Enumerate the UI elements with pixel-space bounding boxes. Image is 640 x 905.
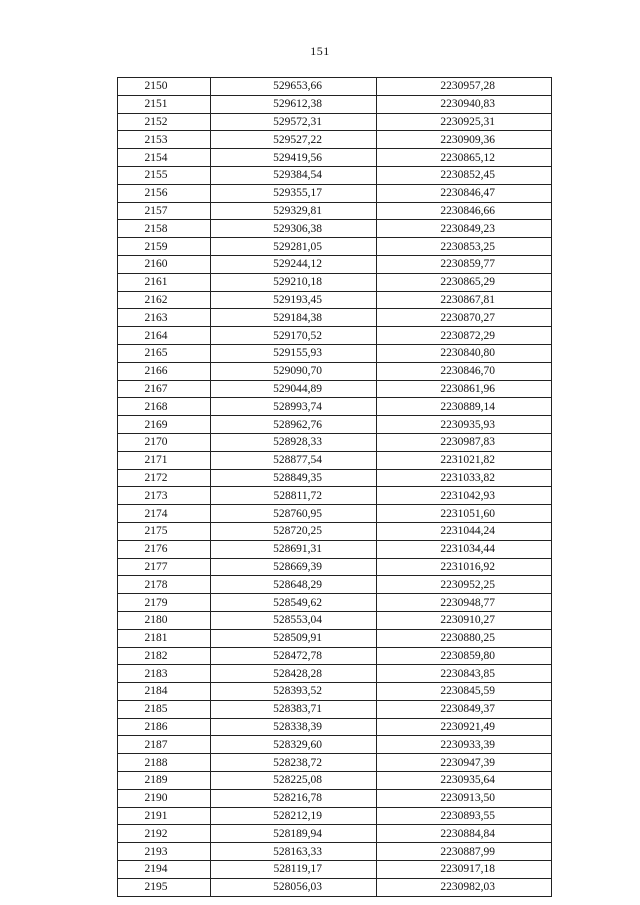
y-coordinate-cell: 2231044,24 xyxy=(377,522,552,540)
x-coordinate-cell: 528428,28 xyxy=(211,665,377,683)
point-number-cell: 2187 xyxy=(118,736,211,754)
x-coordinate-cell: 529281,05 xyxy=(211,238,377,256)
table-row xyxy=(118,202,552,220)
y-coordinate-cell: 2230846,66 xyxy=(377,202,552,220)
table-row xyxy=(118,878,552,896)
y-coordinate-cell: 2230910,27 xyxy=(377,611,552,629)
point-number-cell: 2166 xyxy=(118,362,211,380)
point-number-cell: 2163 xyxy=(118,309,211,327)
table-row xyxy=(118,700,552,718)
x-coordinate-cell: 528691,31 xyxy=(211,540,377,558)
y-coordinate-cell: 2231016,92 xyxy=(377,558,552,576)
point-number-cell: 2174 xyxy=(118,505,211,523)
x-coordinate-cell: 528993,74 xyxy=(211,398,377,416)
table-row xyxy=(118,451,552,469)
x-coordinate-cell: 528338,39 xyxy=(211,718,377,736)
y-coordinate-cell: 2231033,82 xyxy=(377,469,552,487)
x-coordinate-cell: 528056,03 xyxy=(211,878,377,896)
point-number-cell: 2171 xyxy=(118,451,211,469)
point-number-cell: 2185 xyxy=(118,700,211,718)
x-coordinate-cell: 529329,81 xyxy=(211,202,377,220)
point-number-cell: 2154 xyxy=(118,149,211,167)
point-number-cell: 2188 xyxy=(118,754,211,772)
point-number-cell: 2194 xyxy=(118,861,211,879)
table-row xyxy=(118,131,552,149)
table-row xyxy=(118,273,552,291)
point-number-cell: 2172 xyxy=(118,469,211,487)
table-row xyxy=(118,184,552,202)
point-number-cell: 2155 xyxy=(118,166,211,184)
x-coordinate-cell: 529170,52 xyxy=(211,327,377,345)
table-row xyxy=(118,166,552,184)
table-row xyxy=(118,416,552,434)
table-row xyxy=(118,789,552,807)
table-row xyxy=(118,611,552,629)
point-number-cell: 2175 xyxy=(118,522,211,540)
table-row xyxy=(118,433,552,451)
y-coordinate-cell: 2230935,64 xyxy=(377,772,552,790)
y-coordinate-cell: 2230849,37 xyxy=(377,700,552,718)
table-row xyxy=(118,362,552,380)
point-number-cell: 2157 xyxy=(118,202,211,220)
y-coordinate-cell: 2230865,29 xyxy=(377,273,552,291)
x-coordinate-cell: 528225,08 xyxy=(211,772,377,790)
point-number-cell: 2183 xyxy=(118,665,211,683)
y-coordinate-cell: 2230884,84 xyxy=(377,825,552,843)
y-coordinate-cell: 2230872,29 xyxy=(377,327,552,345)
x-coordinate-cell: 528877,54 xyxy=(211,451,377,469)
table-row xyxy=(118,576,552,594)
x-coordinate-cell: 529193,45 xyxy=(211,291,377,309)
x-coordinate-cell: 529355,17 xyxy=(211,184,377,202)
y-coordinate-cell: 2230867,81 xyxy=(377,291,552,309)
y-coordinate-cell: 2231021,82 xyxy=(377,451,552,469)
y-coordinate-cell: 2231042,93 xyxy=(377,487,552,505)
y-coordinate-cell: 2230852,45 xyxy=(377,166,552,184)
point-number-cell: 2193 xyxy=(118,843,211,861)
table-row xyxy=(118,238,552,256)
x-coordinate-cell: 529155,93 xyxy=(211,344,377,362)
point-number-cell: 2184 xyxy=(118,683,211,701)
point-number-cell: 2150 xyxy=(118,78,211,96)
x-coordinate-cell: 528849,35 xyxy=(211,469,377,487)
y-coordinate-cell: 2230933,39 xyxy=(377,736,552,754)
table-row xyxy=(118,344,552,362)
y-coordinate-cell: 2230935,93 xyxy=(377,416,552,434)
y-coordinate-cell: 2231034,44 xyxy=(377,540,552,558)
y-coordinate-cell: 2230913,50 xyxy=(377,789,552,807)
y-coordinate-cell: 2230921,49 xyxy=(377,718,552,736)
point-number-cell: 2153 xyxy=(118,131,211,149)
point-number-cell: 2165 xyxy=(118,344,211,362)
x-coordinate-cell: 529572,31 xyxy=(211,113,377,131)
table-row xyxy=(118,843,552,861)
y-coordinate-cell: 2230840,80 xyxy=(377,344,552,362)
table-row xyxy=(118,736,552,754)
table-row xyxy=(118,398,552,416)
point-number-cell: 2152 xyxy=(118,113,211,131)
table-row xyxy=(118,309,552,327)
table-row xyxy=(118,469,552,487)
table-row xyxy=(118,95,552,113)
point-number-cell: 2195 xyxy=(118,878,211,896)
x-coordinate-cell: 528928,33 xyxy=(211,433,377,451)
point-number-cell: 2160 xyxy=(118,255,211,273)
x-coordinate-cell: 528163,33 xyxy=(211,843,377,861)
y-coordinate-cell: 2230843,85 xyxy=(377,665,552,683)
point-number-cell: 2180 xyxy=(118,611,211,629)
point-number-cell: 2164 xyxy=(118,327,211,345)
y-coordinate-cell: 2231051,60 xyxy=(377,505,552,523)
table-row xyxy=(118,220,552,238)
y-coordinate-cell: 2230859,80 xyxy=(377,647,552,665)
point-number-cell: 2179 xyxy=(118,594,211,612)
coordinates-table-body xyxy=(118,78,552,897)
page-number: 151 xyxy=(310,44,330,58)
x-coordinate-cell: 529384,54 xyxy=(211,166,377,184)
x-coordinate-cell: 528216,78 xyxy=(211,789,377,807)
y-coordinate-cell: 2230893,55 xyxy=(377,807,552,825)
point-number-cell: 2192 xyxy=(118,825,211,843)
point-number-cell: 2158 xyxy=(118,220,211,238)
x-coordinate-cell: 529527,22 xyxy=(211,131,377,149)
x-coordinate-cell: 529419,56 xyxy=(211,149,377,167)
y-coordinate-cell: 2230846,47 xyxy=(377,184,552,202)
x-coordinate-cell: 529184,38 xyxy=(211,309,377,327)
x-coordinate-cell: 528669,39 xyxy=(211,558,377,576)
x-coordinate-cell: 529306,38 xyxy=(211,220,377,238)
point-number-cell: 2177 xyxy=(118,558,211,576)
x-coordinate-cell: 529612,38 xyxy=(211,95,377,113)
x-coordinate-cell: 529244,12 xyxy=(211,255,377,273)
point-number-cell: 2173 xyxy=(118,487,211,505)
y-coordinate-cell: 2230865,12 xyxy=(377,149,552,167)
x-coordinate-cell: 528553,04 xyxy=(211,611,377,629)
table-row xyxy=(118,113,552,131)
y-coordinate-cell: 2230846,70 xyxy=(377,362,552,380)
table-row xyxy=(118,772,552,790)
table-row xyxy=(118,255,552,273)
x-coordinate-cell: 529653,66 xyxy=(211,78,377,96)
x-coordinate-cell: 528720,25 xyxy=(211,522,377,540)
point-number-cell: 2176 xyxy=(118,540,211,558)
point-number-cell: 2159 xyxy=(118,238,211,256)
y-coordinate-cell: 2230947,39 xyxy=(377,754,552,772)
y-coordinate-cell: 2230948,77 xyxy=(377,594,552,612)
table-row xyxy=(118,522,552,540)
x-coordinate-cell: 528472,78 xyxy=(211,647,377,665)
point-number-cell: 2161 xyxy=(118,273,211,291)
y-coordinate-cell: 2230880,25 xyxy=(377,629,552,647)
x-coordinate-cell: 528383,71 xyxy=(211,700,377,718)
table-row xyxy=(118,825,552,843)
y-coordinate-cell: 2230849,23 xyxy=(377,220,552,238)
table-row xyxy=(118,594,552,612)
table-row xyxy=(118,754,552,772)
table-row xyxy=(118,683,552,701)
x-coordinate-cell: 528119,17 xyxy=(211,861,377,879)
y-coordinate-cell: 2230982,03 xyxy=(377,878,552,896)
x-coordinate-cell: 528189,94 xyxy=(211,825,377,843)
y-coordinate-cell: 2230859,77 xyxy=(377,255,552,273)
point-number-cell: 2186 xyxy=(118,718,211,736)
point-number-cell: 2168 xyxy=(118,398,211,416)
table-row xyxy=(118,718,552,736)
table-row xyxy=(118,665,552,683)
x-coordinate-cell: 528811,72 xyxy=(211,487,377,505)
y-coordinate-cell: 2230925,31 xyxy=(377,113,552,131)
y-coordinate-cell: 2230940,83 xyxy=(377,95,552,113)
y-coordinate-cell: 2230909,36 xyxy=(377,131,552,149)
point-number-cell: 2190 xyxy=(118,789,211,807)
table-row xyxy=(118,78,552,96)
table-row xyxy=(118,380,552,398)
table-row xyxy=(118,505,552,523)
x-coordinate-cell: 528238,72 xyxy=(211,754,377,772)
y-coordinate-cell: 2230889,14 xyxy=(377,398,552,416)
y-coordinate-cell: 2230853,25 xyxy=(377,238,552,256)
table-row xyxy=(118,558,552,576)
y-coordinate-cell: 2230861,96 xyxy=(377,380,552,398)
x-coordinate-cell: 529044,89 xyxy=(211,380,377,398)
y-coordinate-cell: 2230957,28 xyxy=(377,78,552,96)
table-row xyxy=(118,327,552,345)
table-row xyxy=(118,291,552,309)
point-number-cell: 2151 xyxy=(118,95,211,113)
point-number-cell: 2162 xyxy=(118,291,211,309)
point-number-cell: 2189 xyxy=(118,772,211,790)
coordinates-table xyxy=(117,77,552,897)
point-number-cell: 2167 xyxy=(118,380,211,398)
y-coordinate-cell: 2230887,99 xyxy=(377,843,552,861)
point-number-cell: 2178 xyxy=(118,576,211,594)
table-row xyxy=(118,487,552,505)
table-row xyxy=(118,861,552,879)
y-coordinate-cell: 2230987,83 xyxy=(377,433,552,451)
y-coordinate-cell: 2230870,27 xyxy=(377,309,552,327)
table-row xyxy=(118,629,552,647)
y-coordinate-cell: 2230845,59 xyxy=(377,683,552,701)
point-number-cell: 2182 xyxy=(118,647,211,665)
point-number-cell: 2191 xyxy=(118,807,211,825)
x-coordinate-cell: 529090,70 xyxy=(211,362,377,380)
point-number-cell: 2169 xyxy=(118,416,211,434)
x-coordinate-cell: 528648,29 xyxy=(211,576,377,594)
x-coordinate-cell: 528760,95 xyxy=(211,505,377,523)
point-number-cell: 2156 xyxy=(118,184,211,202)
x-coordinate-cell: 528393,52 xyxy=(211,683,377,701)
x-coordinate-cell: 528962,76 xyxy=(211,416,377,434)
y-coordinate-cell: 2230917,18 xyxy=(377,861,552,879)
x-coordinate-cell: 528549,62 xyxy=(211,594,377,612)
y-coordinate-cell: 2230952,25 xyxy=(377,576,552,594)
x-coordinate-cell: 528212,19 xyxy=(211,807,377,825)
point-number-cell: 2170 xyxy=(118,433,211,451)
table-row xyxy=(118,807,552,825)
table-row xyxy=(118,149,552,167)
table-row xyxy=(118,540,552,558)
x-coordinate-cell: 528509,91 xyxy=(211,629,377,647)
x-coordinate-cell: 528329,60 xyxy=(211,736,377,754)
x-coordinate-cell: 529210,18 xyxy=(211,273,377,291)
table-row xyxy=(118,647,552,665)
point-number-cell: 2181 xyxy=(118,629,211,647)
